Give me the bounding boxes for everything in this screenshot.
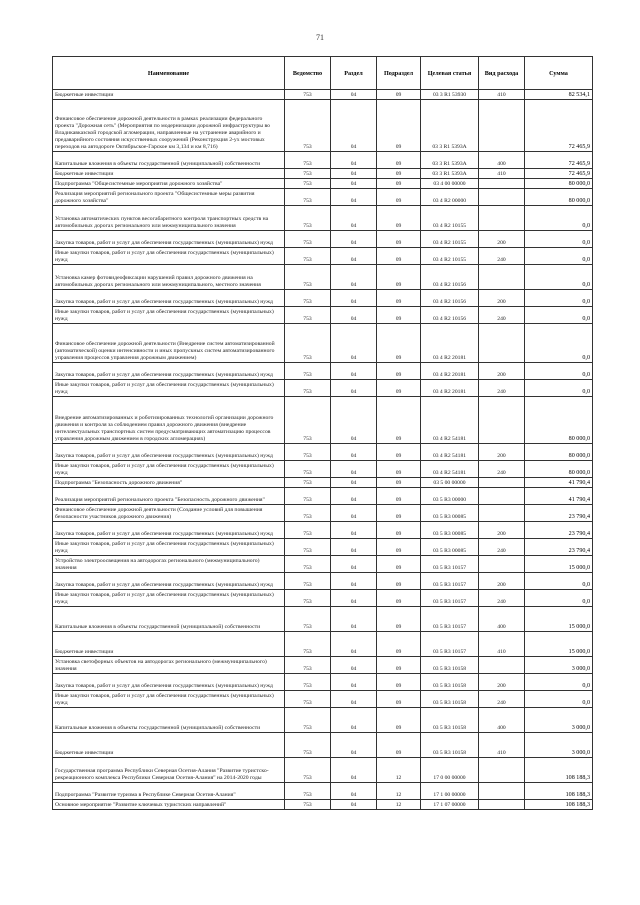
header-vid: Вид расхода <box>479 57 525 90</box>
row-vedomstvo: 753 <box>285 290 331 307</box>
row-podrazdel: 09 <box>377 90 421 100</box>
row-name: Иные закупки товаров, работ и услуг для обеспечения государственных (муниципальных) нужд <box>53 380 285 397</box>
row-summa: 0,0 <box>525 248 593 265</box>
row-celevaya: 03 5 R3 10157 <box>421 632 479 657</box>
row-summa: 0,0 <box>525 231 593 248</box>
row-vid <box>479 505 525 522</box>
row-podrazdel: 12 <box>377 783 421 800</box>
row-vedomstvo: 753 <box>285 505 331 522</box>
row-celevaya: 03 5 R3 10157 <box>421 607 479 632</box>
row-celevaya: 03 4 R2 54181 <box>421 461 479 478</box>
table-row <box>53 380 593 397</box>
table-row <box>53 265 593 290</box>
row-name: Иные закупки товаров, работ и услуг для обеспечения государственных (муниципальных) нужд <box>53 248 285 265</box>
row-summa: 80 000,0 <box>525 397 593 444</box>
row-summa: 0,0 <box>525 324 593 363</box>
table-row <box>53 539 593 556</box>
row-vid: 240 <box>479 539 525 556</box>
row-celevaya: 03 3 R1 53930 <box>421 90 479 100</box>
row-celevaya: 03 3 R1 5393A <box>421 100 479 152</box>
row-razdel: 04 <box>331 758 377 783</box>
row-razdel: 04 <box>331 380 377 397</box>
row-razdel: 04 <box>331 708 377 733</box>
row-name: Финансовое обеспечение дорожной деятельности (Создание условий для повышения безопасности участников дорожного движения) <box>53 505 285 522</box>
row-summa: 72 465,9 <box>525 152 593 169</box>
row-celevaya: 03 5 R3 10157 <box>421 590 479 607</box>
row-vid: 410 <box>479 733 525 758</box>
row-vid <box>479 556 525 573</box>
row-celevaya: 03 5 R3 00085 <box>421 505 479 522</box>
row-vedomstvo: 753 <box>285 573 331 590</box>
row-summa: 23 790,4 <box>525 522 593 539</box>
row-vid <box>479 758 525 783</box>
row-vid: 200 <box>479 674 525 691</box>
row-summa: 0,0 <box>525 674 593 691</box>
row-vid: 410 <box>479 90 525 100</box>
row-summa: 0,0 <box>525 691 593 708</box>
table-row <box>53 152 593 169</box>
row-celevaya: 03 3 R1 5393A <box>421 152 479 169</box>
row-razdel: 04 <box>331 556 377 573</box>
row-summa: 80 000,0 <box>525 461 593 478</box>
row-name: Устройство электроосвещения на автодорогах регионального (межмуниципального) значения <box>53 556 285 573</box>
row-razdel: 04 <box>331 90 377 100</box>
row-razdel: 04 <box>331 324 377 363</box>
row-vedomstvo: 753 <box>285 461 331 478</box>
row-vedomstvo: 753 <box>285 800 331 810</box>
row-celevaya: 03 4 R2 20181 <box>421 380 479 397</box>
row-razdel: 04 <box>331 363 377 380</box>
row-vid <box>479 478 525 488</box>
row-name: Иные закупки товаров, работ и услуг для обеспечения государственных (муниципальных) нужд <box>53 307 285 324</box>
table-row <box>53 179 593 189</box>
row-name: Подпрограмма "Развитие туризма в Республике Северная Осетия-Алания" <box>53 783 285 800</box>
row-name: Подпрограмма "Общесистемные мероприятия дорожного хозяйства" <box>53 179 285 189</box>
row-vid: 240 <box>479 590 525 607</box>
row-razdel: 04 <box>331 539 377 556</box>
row-summa: 0,0 <box>525 573 593 590</box>
row-podrazdel: 09 <box>377 657 421 674</box>
row-razdel: 04 <box>331 397 377 444</box>
table-row <box>53 461 593 478</box>
row-vid: 410 <box>479 169 525 179</box>
row-podrazdel: 09 <box>377 539 421 556</box>
table-row <box>53 505 593 522</box>
row-name: Реализация мероприятий регионального проекта "Общесистемные меры развития дорожного хозяйства" <box>53 189 285 206</box>
row-vid <box>479 657 525 674</box>
row-celevaya: 03 4 R2 10156 <box>421 307 479 324</box>
row-vid <box>479 265 525 290</box>
table-row <box>53 632 593 657</box>
row-podrazdel: 09 <box>377 307 421 324</box>
row-name: Закупка товаров, работ и услуг для обеспечения государственных (муниципальных) нужд <box>53 290 285 307</box>
header-podrazdel: Подраздел <box>377 57 421 90</box>
row-summa: 23 790,4 <box>525 539 593 556</box>
header-summa: Сумма <box>525 57 593 90</box>
row-summa: 3 000,0 <box>525 657 593 674</box>
row-vid: 400 <box>479 708 525 733</box>
row-celevaya: 03 3 R1 5393A <box>421 169 479 179</box>
row-summa: 3 000,0 <box>525 708 593 733</box>
row-vedomstvo: 753 <box>285 783 331 800</box>
row-vid <box>479 488 525 505</box>
row-razdel: 04 <box>331 632 377 657</box>
row-vedomstvo: 753 <box>285 248 331 265</box>
row-vid: 410 <box>479 632 525 657</box>
table-row <box>53 783 593 800</box>
row-celevaya: 17 1 07 00000 <box>421 800 479 810</box>
row-razdel: 04 <box>331 691 377 708</box>
row-podrazdel: 09 <box>377 363 421 380</box>
row-celevaya: 03 4 R2 10155 <box>421 206 479 231</box>
row-podrazdel: 09 <box>377 290 421 307</box>
row-summa: 15 000,0 <box>525 607 593 632</box>
row-podrazdel: 09 <box>377 248 421 265</box>
row-vedomstvo: 753 <box>285 265 331 290</box>
row-podrazdel: 09 <box>377 674 421 691</box>
row-podrazdel: 09 <box>377 632 421 657</box>
row-vid <box>479 100 525 152</box>
row-podrazdel: 09 <box>377 380 421 397</box>
row-vid <box>479 783 525 800</box>
row-summa: 0,0 <box>525 307 593 324</box>
row-summa: 0,0 <box>525 590 593 607</box>
row-razdel: 04 <box>331 505 377 522</box>
row-razdel: 04 <box>331 733 377 758</box>
row-razdel: 04 <box>331 189 377 206</box>
table-row <box>53 708 593 733</box>
row-name: Финансовое обеспечение дорожной деятельности в рамках реализации федерального проекта "Дорожная сеть" (Мероприятия по модернизации дорожной инфраструктуры во Владикавказской городской агломерации, направленные на устранение аварийного и предаварийного состояния искусственных сооружений (Реконструкция 2-ух мостовых переходов на автодороге Октябрьское-Гарское км 3,134 и км 8,716) <box>53 100 285 152</box>
table-row <box>53 189 593 206</box>
table-row <box>53 674 593 691</box>
table-row <box>53 522 593 539</box>
header-celevaya: Целевая статья <box>421 57 479 90</box>
row-name: Капитальные вложения в объекты государственной (муниципальной) собственности <box>53 152 285 169</box>
row-podrazdel: 09 <box>377 733 421 758</box>
row-vid: 240 <box>479 461 525 478</box>
table-row <box>53 169 593 179</box>
header-name: Наименование <box>53 57 285 90</box>
table-row <box>53 590 593 607</box>
row-vid: 200 <box>479 231 525 248</box>
row-razdel: 04 <box>331 573 377 590</box>
row-vedomstvo: 753 <box>285 478 331 488</box>
row-vedomstvo: 753 <box>285 758 331 783</box>
row-razdel: 04 <box>331 231 377 248</box>
row-razdel: 04 <box>331 179 377 189</box>
row-vedomstvo: 753 <box>285 324 331 363</box>
row-vedomstvo: 753 <box>285 363 331 380</box>
row-razdel: 04 <box>331 674 377 691</box>
row-podrazdel: 09 <box>377 444 421 461</box>
row-razdel: 04 <box>331 522 377 539</box>
row-celevaya: 17 1 00 00000 <box>421 783 479 800</box>
row-podrazdel: 09 <box>377 691 421 708</box>
row-name: Государственная программа Республики Северная Осетия-Алания "Развитие туристско-рекреационного комплекса Республики Северная Осетия-Алания" на 2014-2020 годы <box>53 758 285 783</box>
row-razdel: 04 <box>331 248 377 265</box>
row-podrazdel: 09 <box>377 522 421 539</box>
row-celevaya: 03 4 R2 20181 <box>421 324 479 363</box>
table-row <box>53 307 593 324</box>
row-summa: 0,0 <box>525 363 593 380</box>
table-row <box>53 363 593 380</box>
row-podrazdel: 09 <box>377 179 421 189</box>
row-vid: 400 <box>479 152 525 169</box>
row-vid: 200 <box>479 444 525 461</box>
header-razdel: Раздел <box>331 57 377 90</box>
row-vid <box>479 800 525 810</box>
row-razdel: 04 <box>331 783 377 800</box>
row-vedomstvo: 753 <box>285 488 331 505</box>
row-razdel: 04 <box>331 607 377 632</box>
row-celevaya: 03 4 00 00000 <box>421 179 479 189</box>
row-vedomstvo: 753 <box>285 444 331 461</box>
row-razdel: 04 <box>331 461 377 478</box>
row-razdel: 04 <box>331 307 377 324</box>
row-vid: 200 <box>479 363 525 380</box>
row-podrazdel: 09 <box>377 556 421 573</box>
row-podrazdel: 09 <box>377 478 421 488</box>
row-name: Установка автоматических пунктов весогабаритного контроля транспортных средств на автомобильных дорогах регионального или межмуниципального значения <box>53 206 285 231</box>
row-podrazdel: 09 <box>377 152 421 169</box>
row-vid <box>479 206 525 231</box>
row-name: Закупка товаров, работ и услуг для обеспечения государственных (муниципальных) нужд <box>53 231 285 248</box>
row-name: Закупка товаров, работ и услуг для обеспечения государственных (муниципальных) нужд <box>53 573 285 590</box>
table-row <box>53 573 593 590</box>
row-name: Установка камер фотовидеофиксации нарушений правил дорожного движения на автомобильных дорогах регионального или межмуниципального, местного значения <box>53 265 285 290</box>
row-name: Бюджетные инвестиции <box>53 733 285 758</box>
table-row <box>53 478 593 488</box>
row-name: Бюджетные инвестиции <box>53 90 285 100</box>
row-name: Реализация мероприятий регионального проекта "Безопасность дорожного движения" <box>53 488 285 505</box>
row-celevaya: 03 5 R3 00085 <box>421 539 479 556</box>
row-summa: 82 534,1 <box>525 90 593 100</box>
row-vedomstvo: 753 <box>285 733 331 758</box>
row-summa: 23 790,4 <box>525 505 593 522</box>
table-row <box>53 397 593 444</box>
row-summa: 108 188,3 <box>525 783 593 800</box>
header-vedomstvo: Ведомство <box>285 57 331 90</box>
table-row <box>53 248 593 265</box>
budget-table <box>52 56 593 810</box>
row-vid: 240 <box>479 691 525 708</box>
row-razdel: 04 <box>331 169 377 179</box>
row-vid <box>479 324 525 363</box>
row-celevaya: 03 5 R3 10158 <box>421 733 479 758</box>
row-podrazdel: 09 <box>377 708 421 733</box>
row-summa: 72 465,9 <box>525 169 593 179</box>
row-celevaya: 03 5 R3 00000 <box>421 488 479 505</box>
row-celevaya: 03 5 R3 10158 <box>421 691 479 708</box>
row-name: Подпрограмма "Безопасность дорожного движения" <box>53 478 285 488</box>
row-name: Основное мероприятие "Развитие ключевых туристских направлений" <box>53 800 285 810</box>
row-podrazdel: 12 <box>377 800 421 810</box>
row-name: Капитальные вложения в объекты государственной (муниципальной) собственности <box>53 607 285 632</box>
row-summa: 72 465,9 <box>525 100 593 152</box>
table-row <box>53 800 593 810</box>
row-summa: 80 000,0 <box>525 189 593 206</box>
table-row <box>53 691 593 708</box>
row-vedomstvo: 753 <box>285 708 331 733</box>
row-celevaya: 03 5 00 00000 <box>421 478 479 488</box>
row-podrazdel: 09 <box>377 590 421 607</box>
row-podrazdel: 09 <box>377 189 421 206</box>
row-vid <box>479 189 525 206</box>
row-vedomstvo: 753 <box>285 607 331 632</box>
row-celevaya: 03 4 R2 54181 <box>421 397 479 444</box>
row-vedomstvo: 753 <box>285 691 331 708</box>
row-celevaya: 03 5 R3 10157 <box>421 573 479 590</box>
row-summa: 108 188,3 <box>525 758 593 783</box>
row-name: Иные закупки товаров, работ и услуг для обеспечения государственных (муниципальных) нужд <box>53 539 285 556</box>
row-vedomstvo: 753 <box>285 169 331 179</box>
row-podrazdel: 09 <box>377 231 421 248</box>
row-summa: 41 790,4 <box>525 478 593 488</box>
row-summa: 80 000,0 <box>525 179 593 189</box>
row-celevaya: 03 5 R3 00085 <box>421 522 479 539</box>
row-summa: 108 188,3 <box>525 800 593 810</box>
row-name: Капитальные вложения в объекты государственной (муниципальной) собственности <box>53 708 285 733</box>
row-razdel: 04 <box>331 444 377 461</box>
row-celevaya: 03 4 R2 10155 <box>421 231 479 248</box>
row-name: Закупка товаров, работ и услуг для обеспечения государственных (муниципальных) нужд <box>53 522 285 539</box>
page-number: 71 <box>316 33 324 42</box>
row-vedomstvo: 753 <box>285 590 331 607</box>
row-razdel: 04 <box>331 265 377 290</box>
table-row <box>53 231 593 248</box>
row-summa: 41 790,4 <box>525 488 593 505</box>
row-vedomstvo: 753 <box>285 539 331 556</box>
row-celevaya: 03 4 R2 54181 <box>421 444 479 461</box>
row-vedomstvo: 753 <box>285 100 331 152</box>
table-row <box>53 488 593 505</box>
row-vid: 200 <box>479 573 525 590</box>
row-celevaya: 03 4 R2 10155 <box>421 248 479 265</box>
row-celevaya: 03 4 R2 00000 <box>421 189 479 206</box>
row-summa: 15 000,0 <box>525 556 593 573</box>
row-podrazdel: 09 <box>377 488 421 505</box>
row-vedomstvo: 753 <box>285 380 331 397</box>
row-podrazdel: 09 <box>377 397 421 444</box>
row-podrazdel: 09 <box>377 265 421 290</box>
row-vid: 240 <box>479 307 525 324</box>
row-vedomstvo: 753 <box>285 231 331 248</box>
row-name: Финансовое обеспечение дорожной деятельности (Внедрение систем автоматизированной (автоматической) оценки интенсивности и иных пропускных систем автоматизированного управления процессов управления дорожным движением) <box>53 324 285 363</box>
row-razdel: 04 <box>331 478 377 488</box>
row-celevaya: 17 0 00 00000 <box>421 758 479 783</box>
row-name: Бюджетные инвестиции <box>53 169 285 179</box>
row-vid: 240 <box>479 380 525 397</box>
row-razdel: 04 <box>331 290 377 307</box>
row-razdel: 04 <box>331 800 377 810</box>
table-row <box>53 556 593 573</box>
row-podrazdel: 09 <box>377 607 421 632</box>
table-row <box>53 758 593 783</box>
row-vedomstvo: 753 <box>285 90 331 100</box>
row-summa: 3 000,0 <box>525 733 593 758</box>
row-razdel: 04 <box>331 590 377 607</box>
row-name: Закупка товаров, работ и услуг для обеспечения государственных (муниципальных) нужд <box>53 363 285 380</box>
row-celevaya: 03 5 R3 10158 <box>421 657 479 674</box>
row-podrazdel: 09 <box>377 169 421 179</box>
table-row <box>53 444 593 461</box>
row-vedomstvo: 753 <box>285 632 331 657</box>
row-name: Иные закупки товаров, работ и услуг для обеспечения государственных (муниципальных) нужд <box>53 461 285 478</box>
table-row <box>53 607 593 632</box>
row-name: Закупка товаров, работ и услуг для обеспечения государственных (муниципальных) нужд <box>53 444 285 461</box>
row-summa: 15 000,0 <box>525 632 593 657</box>
row-name: Иные закупки товаров, работ и услуг для обеспечения государственных (муниципальных) нужд <box>53 590 285 607</box>
row-vedomstvo: 753 <box>285 674 331 691</box>
row-celevaya: 03 4 R2 10156 <box>421 265 479 290</box>
row-podrazdel: 09 <box>377 505 421 522</box>
row-podrazdel: 09 <box>377 573 421 590</box>
row-podrazdel: 09 <box>377 206 421 231</box>
table-row <box>53 90 593 100</box>
row-vid: 200 <box>479 290 525 307</box>
row-vid: 200 <box>479 522 525 539</box>
row-celevaya: 03 5 R3 10158 <box>421 674 479 691</box>
row-vedomstvo: 753 <box>285 206 331 231</box>
row-razdel: 04 <box>331 657 377 674</box>
row-summa: 80 000,0 <box>525 444 593 461</box>
row-summa: 0,0 <box>525 380 593 397</box>
row-podrazdel: 09 <box>377 324 421 363</box>
row-name: Иные закупки товаров, работ и услуг для обеспечения государственных (муниципальных) нужд <box>53 691 285 708</box>
row-vid: 400 <box>479 607 525 632</box>
row-vid: 240 <box>479 248 525 265</box>
row-celevaya: 03 5 R3 10157 <box>421 556 479 573</box>
row-vedomstvo: 753 <box>285 152 331 169</box>
row-razdel: 04 <box>331 152 377 169</box>
row-name: Установка светофорных объектов на автодорогах регионального (межмуниципального) значения <box>53 657 285 674</box>
row-vedomstvo: 753 <box>285 189 331 206</box>
row-celevaya: 03 5 R3 10158 <box>421 708 479 733</box>
row-name: Бюджетные инвестиции <box>53 632 285 657</box>
row-vid <box>479 397 525 444</box>
row-celevaya: 03 4 R2 10156 <box>421 290 479 307</box>
table-row <box>53 657 593 674</box>
table-row <box>53 206 593 231</box>
row-vedomstvo: 753 <box>285 397 331 444</box>
row-vedomstvo: 753 <box>285 522 331 539</box>
row-summa: 0,0 <box>525 290 593 307</box>
row-podrazdel: 09 <box>377 100 421 152</box>
row-name: Внедрение автоматизированных и роботизированных технологий организации дорожного движения и контроля за соблюдением правил дорожного движения (внедрение интеллектуальных транспортных систем предусматривающих автоматизацию процессов управления дорожным движением в городских агломерациях) <box>53 397 285 444</box>
row-razdel: 04 <box>331 488 377 505</box>
row-celevaya: 03 4 R2 20181 <box>421 363 479 380</box>
row-vedomstvo: 753 <box>285 179 331 189</box>
row-vedomstvo: 753 <box>285 307 331 324</box>
table-row <box>53 324 593 363</box>
row-summa: 0,0 <box>525 206 593 231</box>
row-razdel: 04 <box>331 100 377 152</box>
table-row <box>53 100 593 152</box>
row-vedomstvo: 753 <box>285 657 331 674</box>
row-podrazdel: 12 <box>377 758 421 783</box>
row-name: Закупка товаров, работ и услуг для обеспечения государственных (муниципальных) нужд <box>53 674 285 691</box>
row-summa: 0,0 <box>525 265 593 290</box>
table-header-row <box>53 57 593 90</box>
row-vid <box>479 179 525 189</box>
table-row <box>53 733 593 758</box>
table-row <box>53 290 593 307</box>
row-podrazdel: 09 <box>377 461 421 478</box>
row-razdel: 04 <box>331 206 377 231</box>
row-vedomstvo: 753 <box>285 556 331 573</box>
